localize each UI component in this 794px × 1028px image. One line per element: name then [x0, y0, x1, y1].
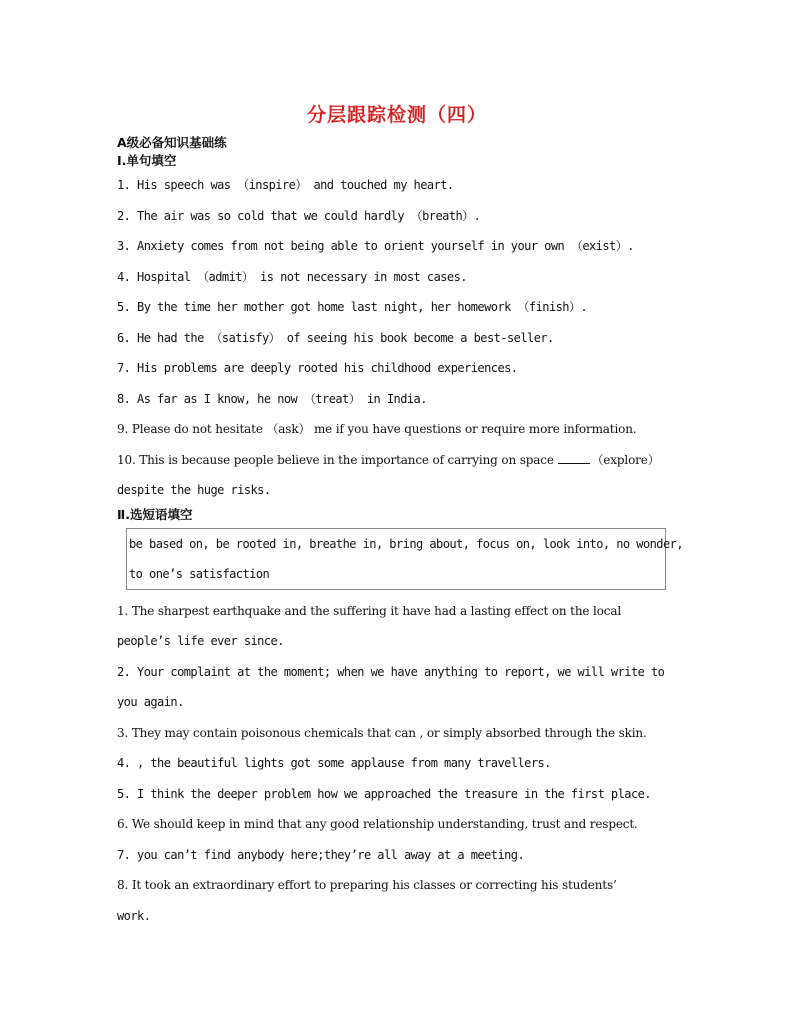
- question-item: [117, 445, 682, 476]
- part2-questions: [117, 596, 682, 932]
- question-item: 3. They may contain poisonous chemicals that can , or simply absorbed through the skin.: [117, 725, 647, 740]
- question-item: 2. Your complaint at the moment; when we have anything to report, we will write to: [117, 664, 665, 679]
- question-item: 7. His problems are deeply rooted his childhood experiences.: [117, 361, 518, 375]
- question-item: 5. I think the deeper problem how we approached the treasure in the first place.: [117, 786, 651, 801]
- part2-heading: Ⅱ.选短语填空: [117, 506, 193, 522]
- question-continuation: you again.: [117, 695, 184, 709]
- question-item: 6. He had the （satisfy） of seeing his book become a best-seller.: [117, 330, 554, 345]
- question-item: 2. The air was so cold that we could hardly （breath）.: [117, 208, 481, 223]
- question-item: 4. , the beautiful lights got some applause from many travellers.: [117, 756, 551, 770]
- answer-blank[interactable]: [558, 452, 590, 464]
- part1-questions: [117, 170, 682, 506]
- question-continuation: people’s life ever since.: [117, 634, 284, 648]
- question-item: 8. It took an extraordinary effort to preparing his classes or correcting his students’: [117, 878, 617, 892]
- part1-heading: Ⅰ.单句填空: [117, 153, 177, 168]
- question-item: 4. Hospital （admit） is not necessary in most cases.: [117, 269, 467, 284]
- question-item: 6. We should keep in mind that any good relationship understanding, trust and respect.: [117, 817, 638, 831]
- page-title: 分层跟踪检测（四）: [306, 104, 487, 126]
- phrase-bank-line: be based on, be rooted in, breathe in, bring about, focus on, look into, no wonder,: [129, 536, 683, 551]
- question-item: 7. you can’t find anybody here;they’re all away at a meeting.: [117, 847, 525, 862]
- worksheet-content: [117, 134, 682, 931]
- question-continuation: despite the huge risks.: [117, 483, 271, 497]
- question-item: 1. His speech was （inspire） and touched my heart.: [117, 178, 454, 192]
- question-hint: （explore）: [591, 452, 660, 467]
- question-text: 10. This is because people believe in the importance of carrying on space: [117, 452, 554, 467]
- question-item: 5. By the time her mother got home last night, her homework （finish）.: [117, 300, 588, 314]
- question-item: 1. The sharpest earthquake and the suffering it have had a lasting effect on the local: [117, 603, 622, 618]
- question-item: 8. As far as I know, he now （treat） in India.: [117, 391, 427, 406]
- phrase-bank-box: [126, 528, 683, 590]
- question-item: 3. Anxiety comes from not being able to orient yourself in your own （exist）.: [117, 239, 634, 253]
- question-continuation: work.: [117, 908, 151, 923]
- phrase-bank-line: to one’s satisfaction: [129, 566, 270, 581]
- section-a-heading: A级必备知识基础练: [117, 135, 227, 150]
- question-item: 9. Please do not hesitate （ask） me if you have questions or require more information.: [117, 422, 637, 436]
